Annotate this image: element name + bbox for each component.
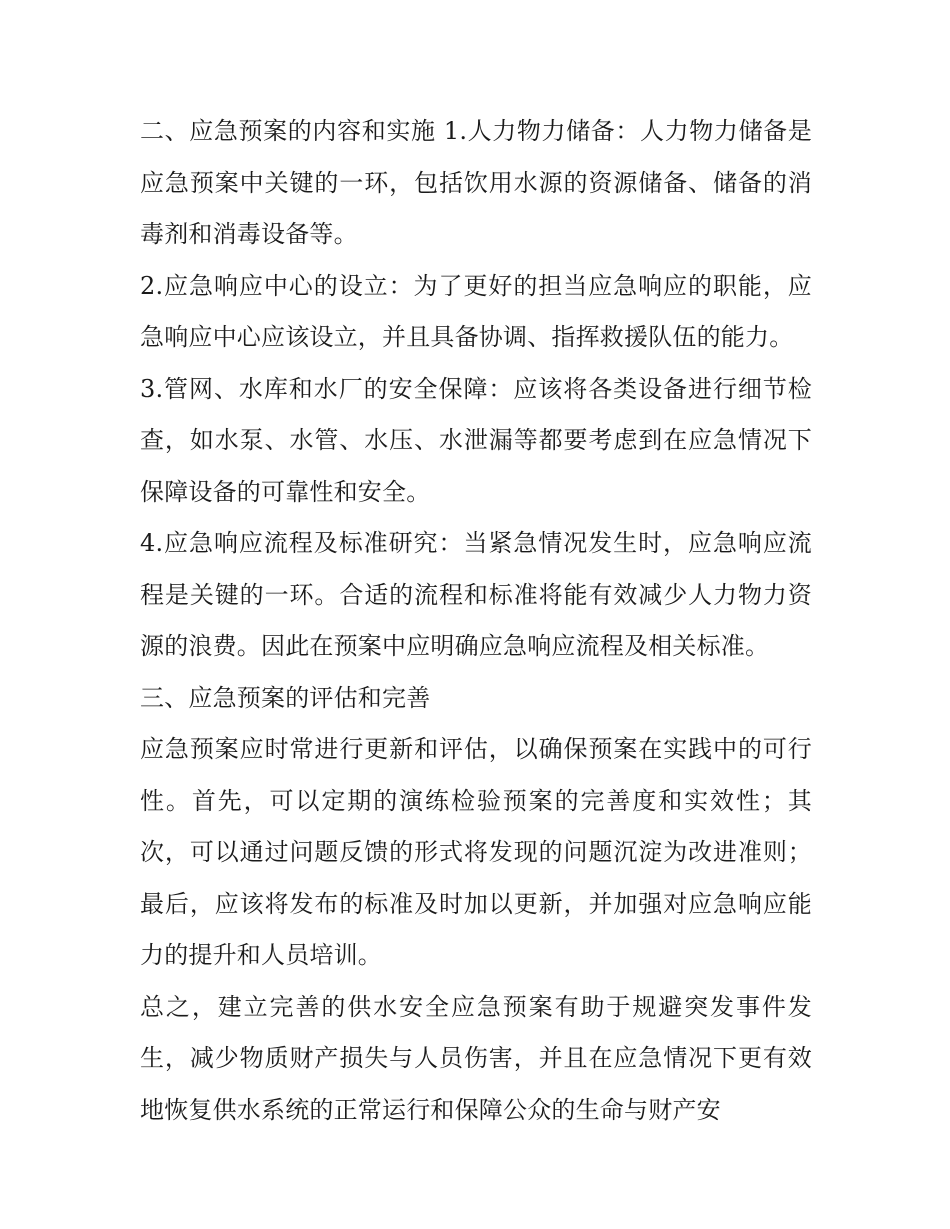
paragraph-evaluation: 应急预案应时常进行更新和评估，以确保预案在实践中的可行性。首先，可以定期的演练检验预案的完善度和实效性；其次，可以通过问题反馈的形式将发现的问题沉淀为改进准则；最后，应该将发布的标准及时加以更新，并加强对应急响应能力的提升和人员培训。 [140, 735, 812, 969]
paragraph-safety-guarantee: 3.管网、水库和水厂的安全保障：应该将各类设备进行细节检查，如水泵、水管、水压、水泄漏等都要考虑到在应急情况下保障设备的可靠性和安全。 [140, 374, 812, 506]
paragraph-response-process: 4.应急响应流程及标准研究：当紧急情况发生时，应急响应流程是关键的一环。合适的流程和标准将能有效减少人力物力资源的浪费。因此在预案中应明确应急响应流程及相关标准。 [140, 529, 812, 660]
section-heading-evaluation: 三、应急预案的评估和完善 [140, 683, 431, 712]
paragraph-emergency-plan-content: 二、应急预案的内容和实施 1.人力物力储备：人力物力储备是应急预案中关键的一环，包括饮用水源的资源储备、储备的消毒剂和消毒设备等。 [140, 117, 812, 248]
paragraph-conclusion: 总之，建立完善的供水安全应急预案有助于规避突发事件发生，减少物质财产损失与人员伤害，并且在应急情况下更有效地恢复供水系统的正常运行和保障公众的生命与财产安 [140, 992, 812, 1124]
document-body [140, 106, 812, 1136]
paragraph-response-center: 2.应急响应中心的设立：为了更好的担当应急响应的职能，应急响应中心应该设立，并且具备协调、指挥救援队伍的能力。 [140, 271, 812, 351]
